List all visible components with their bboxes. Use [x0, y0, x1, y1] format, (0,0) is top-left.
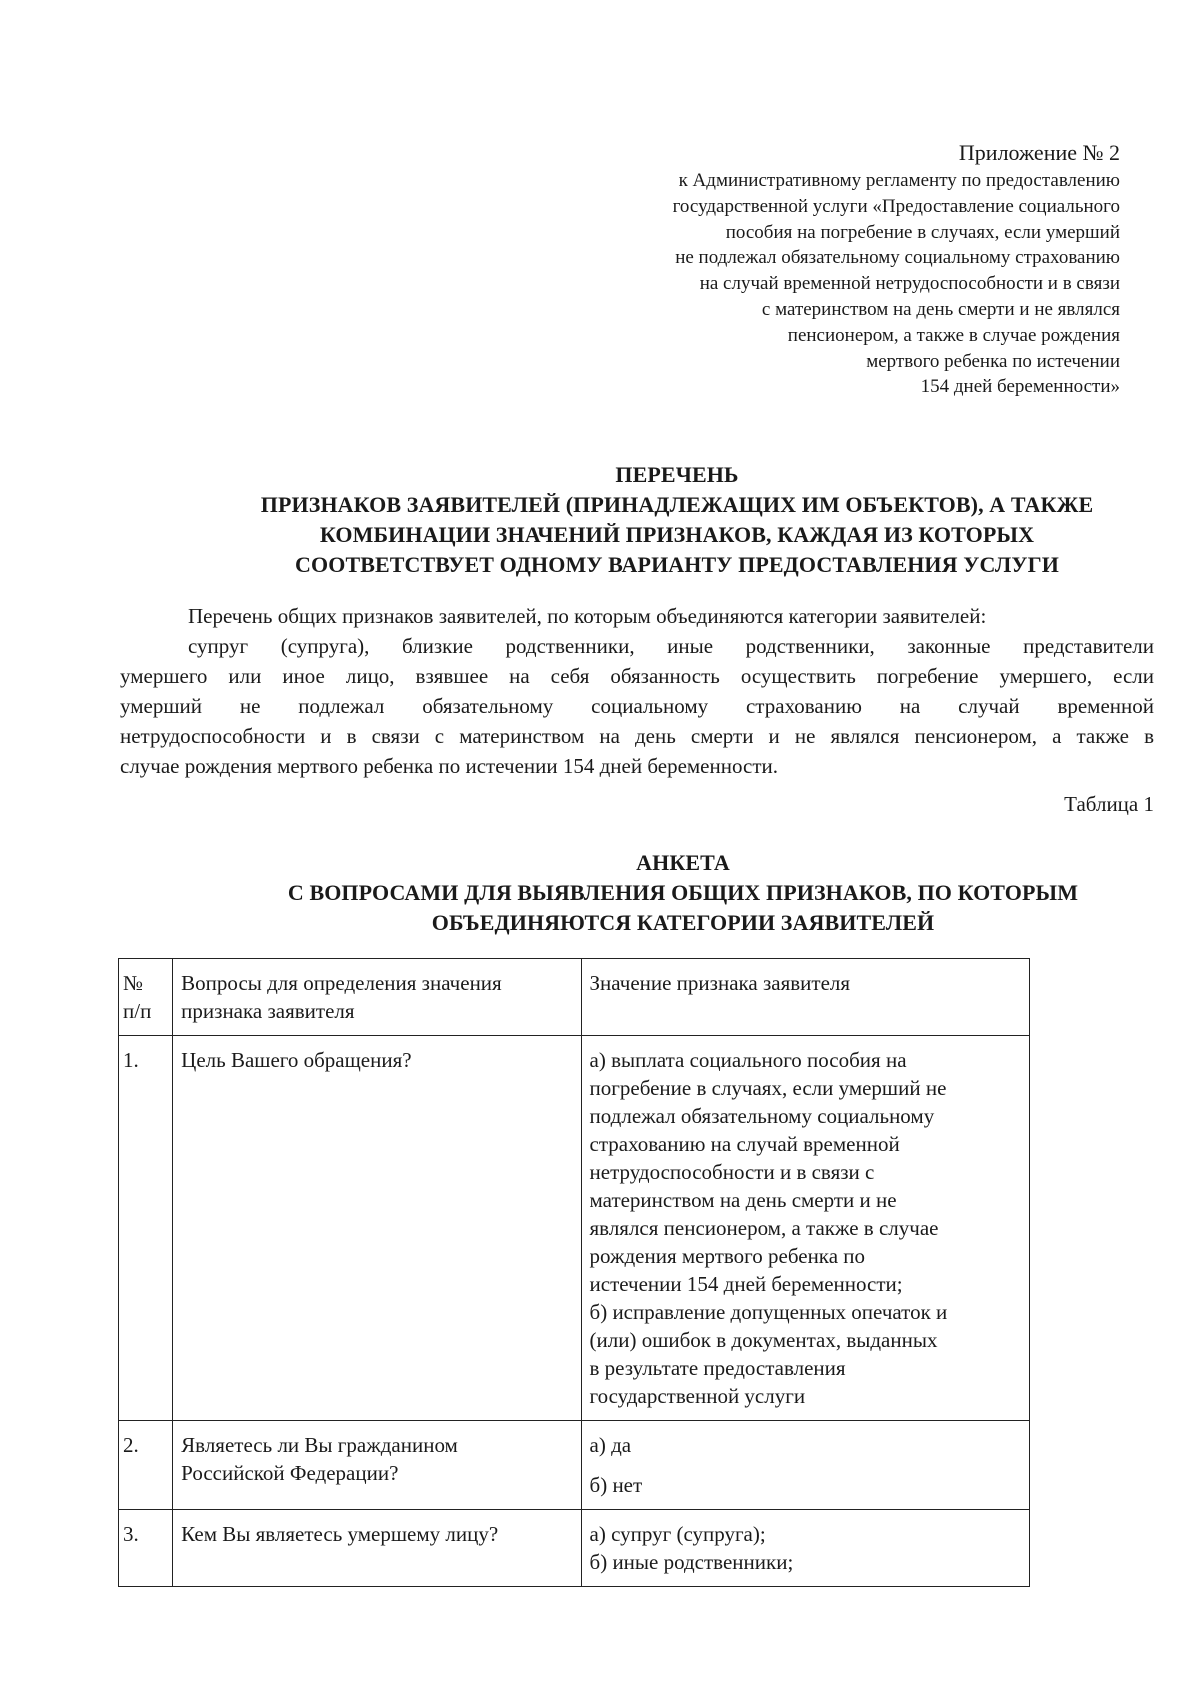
- table-row: [119, 1421, 1030, 1510]
- row-question: [173, 1421, 581, 1510]
- value-text: б) исправление допущенных опечаток и: [589, 1300, 948, 1324]
- main-heading-line: КОМБИНАЦИИ ЗНАЧЕНИЙ ПРИЗНАКОВ, КАЖДАЯ ИЗ КОТОРЫХ: [319, 522, 1035, 547]
- value-text: погребение в случаях, если умерший не: [589, 1076, 947, 1100]
- appendix-block: [560, 138, 1120, 400]
- anketa-heading: [128, 848, 1200, 938]
- value-spacer: [590, 1459, 1021, 1471]
- row-number: 1.: [119, 1036, 173, 1421]
- intro-line: умерший не подлежал обязательному социальному страхованию на случай временной: [120, 694, 1154, 718]
- value-text: а) супруг (супруга);: [589, 1522, 766, 1546]
- row-question: [173, 1510, 581, 1587]
- questionnaire-table: [118, 958, 1030, 1587]
- appendix-line: пенсионером, а также в случае рождения: [787, 324, 1120, 346]
- value-text: в результате предоставления: [589, 1356, 846, 1380]
- anketa-heading-line: С ВОПРОСАМИ ДЛЯ ВЫЯВЛЕНИЯ ОБЩИХ ПРИЗНАКОВ, ПО КОТОРЫМ: [287, 880, 1079, 905]
- appendix-line: к Административному регламенту по предоставлению: [678, 170, 1120, 191]
- question-text: Российской Федерации?: [181, 1461, 399, 1485]
- appendix-line: с материнством на день смерти и не являлся: [761, 298, 1120, 320]
- appendix-line: мертвого ребенка по истечении: [866, 350, 1120, 372]
- question-text: Являетесь ли Вы гражданином: [181, 1433, 458, 1457]
- anketa-heading-line: ОБЪЕДИНЯЮТСЯ КАТЕГОРИИ ЗАЯВИТЕЛЕЙ: [431, 910, 935, 935]
- header-text: Значение признака заявителя: [589, 971, 851, 995]
- appendix-line: пособия на погребение в случаях, если умерший: [725, 221, 1120, 243]
- main-heading: [122, 460, 1200, 580]
- appendix-title: Приложение № 2: [958, 140, 1120, 165]
- appendix-line: государственной услуги «Предоставление социального: [672, 195, 1120, 217]
- value-text: а) выплата социального пособия на: [589, 1048, 907, 1072]
- header-text: признака заявителя: [181, 999, 355, 1023]
- header-question-cell: [173, 959, 581, 1036]
- row-values: [581, 1036, 1029, 1421]
- header-text: Вопросы для определения значения: [181, 971, 502, 995]
- header-text: №: [123, 971, 144, 995]
- table-label: Таблица 1: [1064, 792, 1154, 816]
- main-heading-line: ПЕРЕЧЕНЬ: [615, 462, 739, 487]
- value-text: (или) ошибок в документах, выданных: [589, 1328, 938, 1352]
- main-heading-line: СООТВЕТСТВУЕТ ОДНОМУ ВАРИАНТУ ПРЕДОСТАВЛЕНИЯ УСЛУГИ: [295, 552, 1059, 577]
- anketa-heading-line: АНКЕТА: [636, 850, 730, 875]
- value-text: страхованию на случай временной: [589, 1132, 900, 1156]
- value-text: рождения мертвого ребенка по: [589, 1244, 865, 1268]
- value-text: подлежал обязательному социальному: [589, 1104, 935, 1128]
- table-header-row: [119, 959, 1030, 1036]
- appendix-line: на случай временной нетрудоспособности и в связи: [699, 273, 1120, 295]
- question-text: Цель Вашего обращения?: [181, 1048, 412, 1072]
- row-values: [581, 1421, 1029, 1510]
- value-text: нетрудоспособности и в связи с: [589, 1160, 875, 1184]
- value-text: б) нет: [589, 1473, 643, 1497]
- header-value-cell: [581, 959, 1029, 1036]
- value-text: являлся пенсионером, а также в случае: [589, 1216, 939, 1240]
- row-question: [173, 1036, 581, 1421]
- intro-line: супруг (супруга), близкие родственники, иные родственники, законные представители: [188, 634, 1154, 658]
- intro-first-line: Перечень общих признаков заявителей, по которым объединяются категории заявителей:: [188, 604, 987, 628]
- appendix-line: не подлежал обязательному социальному страхованию: [675, 247, 1120, 269]
- intro-paragraph: [120, 601, 1154, 781]
- value-text: материнством на день смерти и не: [589, 1188, 897, 1212]
- table-row: [119, 1510, 1030, 1587]
- value-text: б) иные родственники;: [589, 1550, 794, 1574]
- row-values: [581, 1510, 1029, 1587]
- question-text: Кем Вы являетесь умершему лицу?: [181, 1522, 499, 1546]
- intro-line: нетрудоспособности и в связи с материнством на день смерти и не являлся пенсионером, а также в: [120, 724, 1154, 748]
- intro-line: умершего или иное лицо, взявшее на себя обязанность осуществить погребение умершего, если: [120, 664, 1154, 688]
- header-text: п/п: [123, 999, 152, 1023]
- table-row: [119, 1036, 1030, 1421]
- header-number-cell: [119, 959, 173, 1036]
- value-text: государственной услуги: [589, 1384, 806, 1408]
- value-text: а) да: [589, 1433, 632, 1457]
- intro-line: случае рождения мертвого ребенка по истечении 154 дней беременности.: [120, 754, 778, 778]
- appendix-line: 154 дней беременности»: [920, 376, 1120, 398]
- row-number: 3.: [119, 1510, 173, 1587]
- value-text: истечении 154 дней беременности;: [589, 1272, 903, 1296]
- main-heading-line: ПРИЗНАКОВ ЗАЯВИТЕЛЕЙ (ПРИНАДЛЕЖАЩИХ ИМ ОБЪЕКТОВ), А ТАКЖЕ: [260, 492, 1094, 517]
- row-number: 2.: [119, 1421, 173, 1510]
